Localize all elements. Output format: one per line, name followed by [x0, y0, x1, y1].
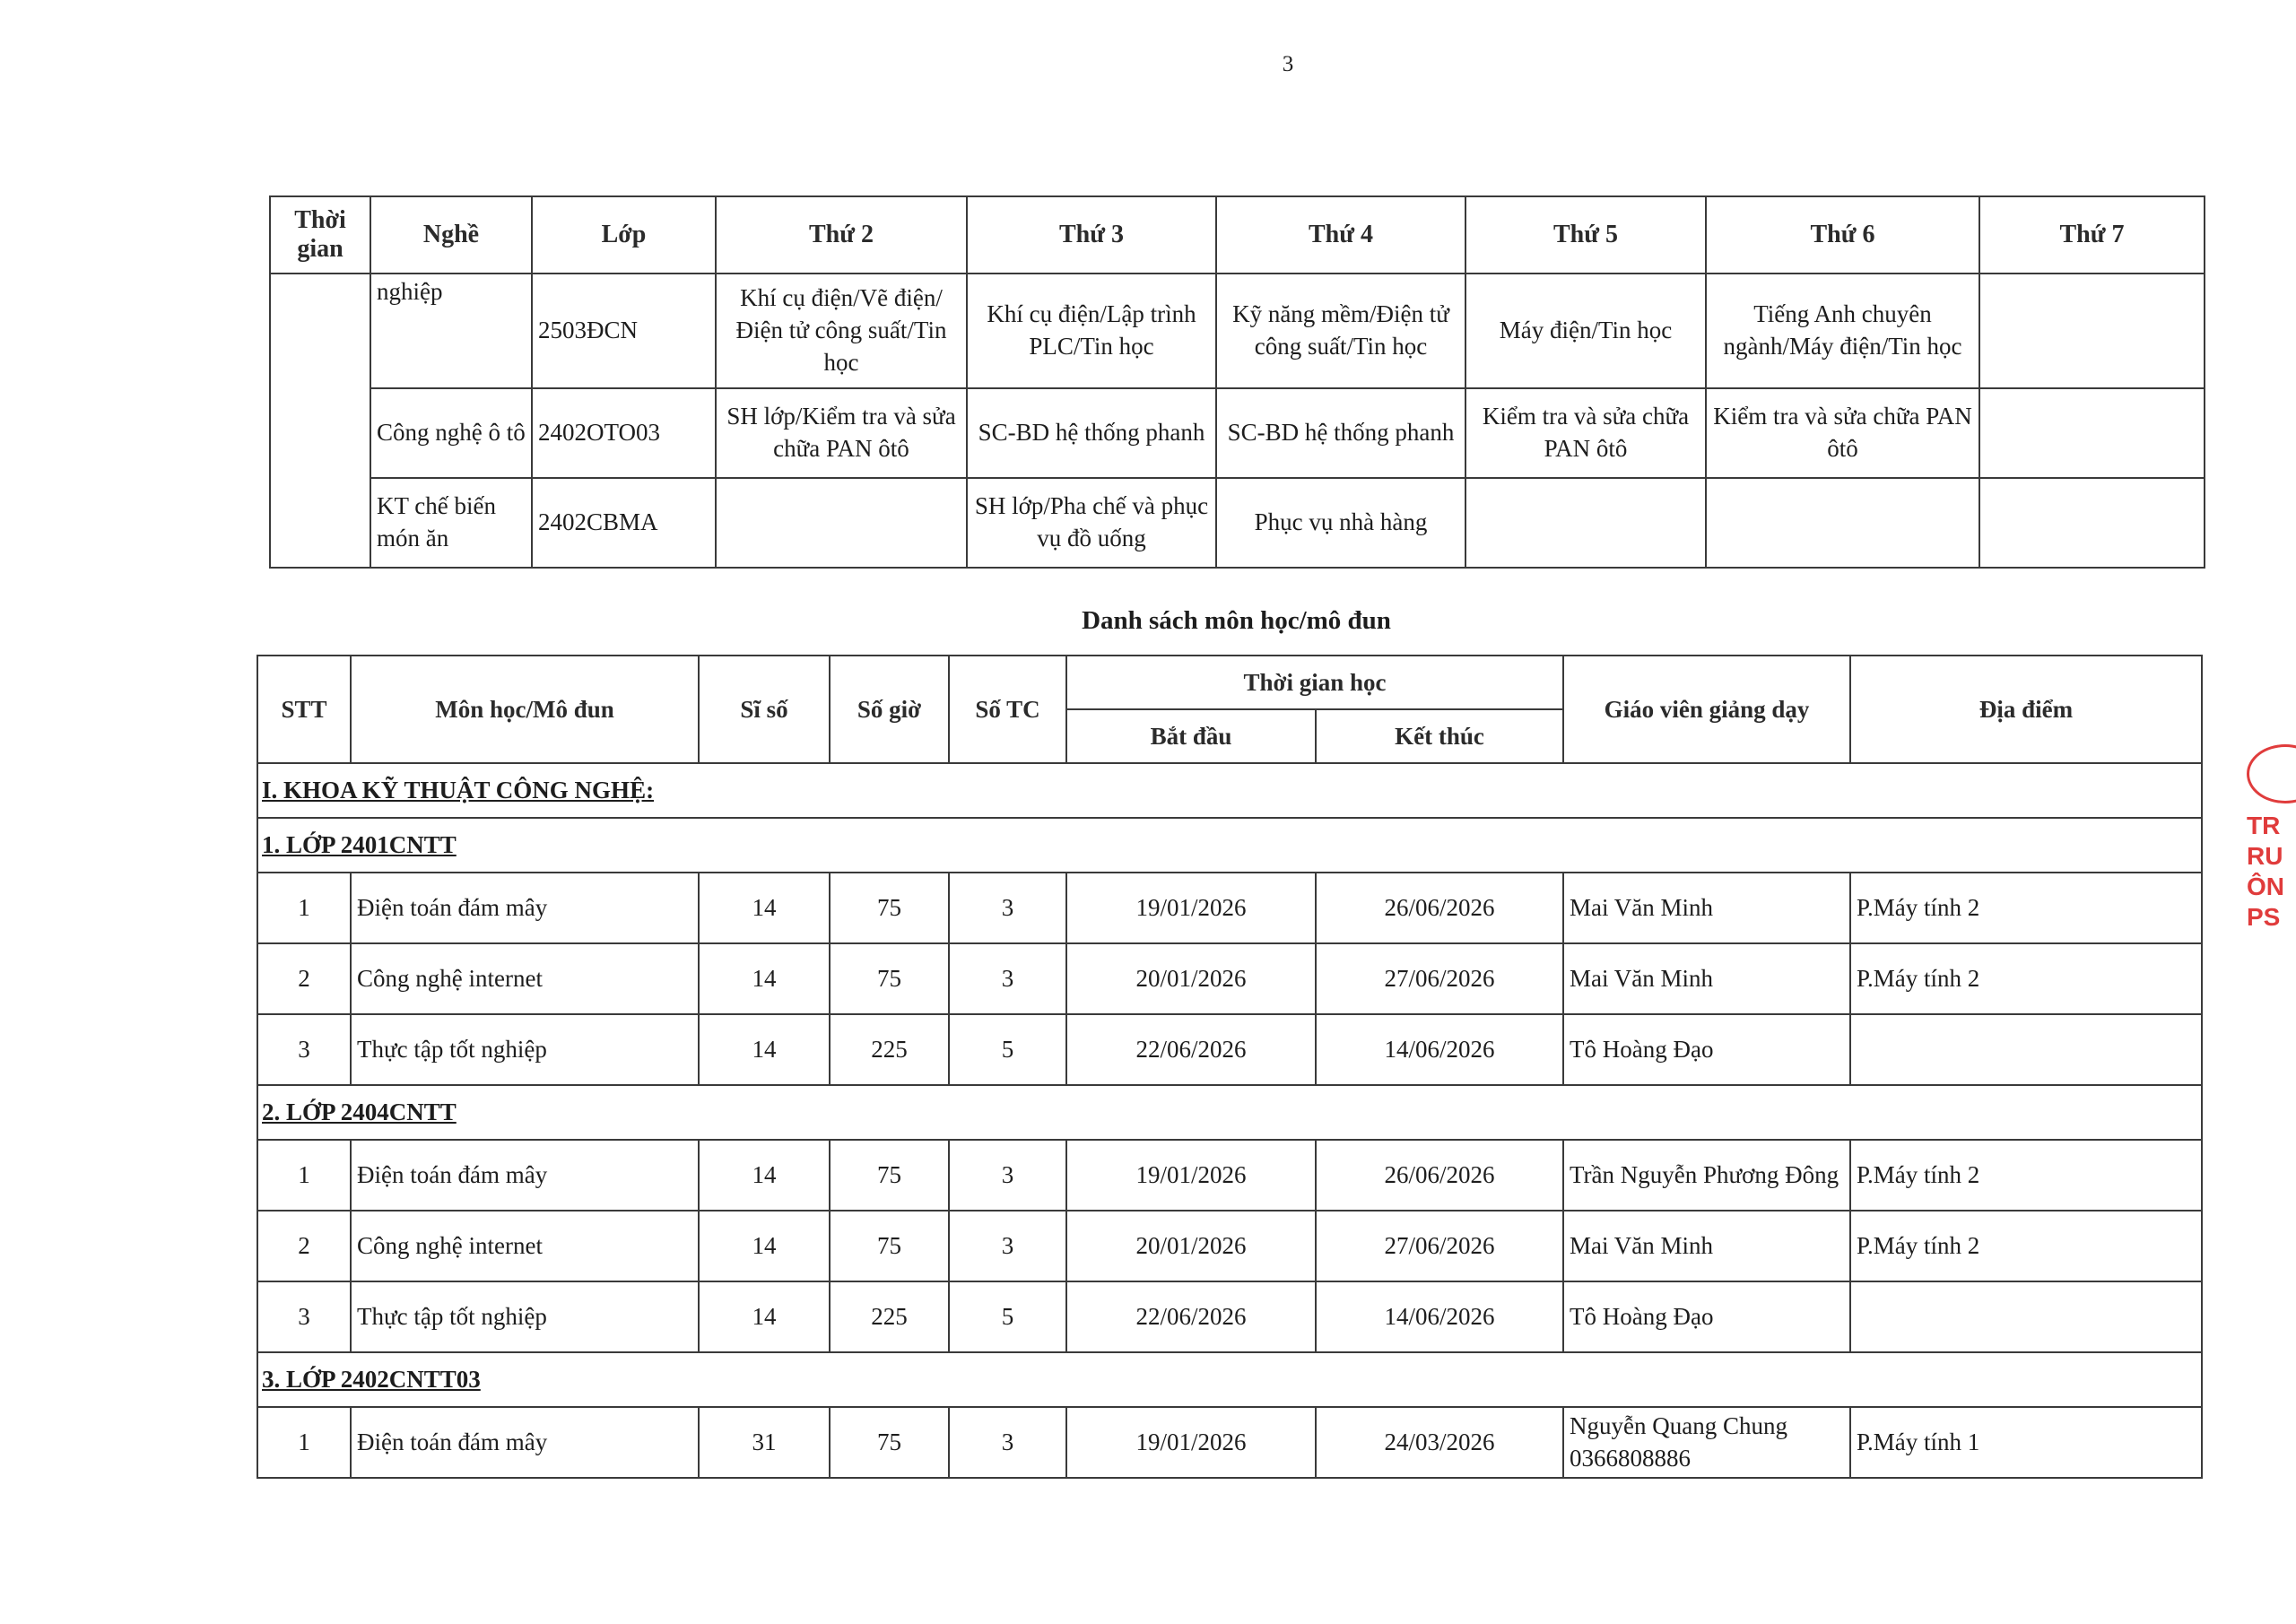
subject-cell: Công nghệ internet [351, 943, 699, 1014]
time-cell [270, 274, 370, 568]
teacher-cell [1563, 1281, 1850, 1352]
teacher-cell [1563, 943, 1850, 1014]
students-cell: 14 [699, 873, 830, 943]
end-date-cell: 27/06/2026 [1316, 943, 1563, 1014]
subject-cell: Điện toán đám mây [351, 1407, 699, 1478]
course-list-body [257, 763, 2202, 1478]
trade-cell: KT chế biến món ăn [370, 478, 532, 568]
stt-cell: 2 [257, 943, 351, 1014]
wednesday-cell: SC-BD hệ thống phanh [1216, 388, 1465, 478]
header-period: Thời gian học [1066, 656, 1563, 709]
table-row [257, 1407, 2202, 1478]
stamp-text-2: RU [2247, 842, 2283, 870]
saturday-cell [1979, 388, 2205, 478]
thursday-cell: Máy điện/Tin học [1465, 274, 1706, 388]
header-thursday: Thứ 5 [1465, 196, 1706, 274]
location-cell [1850, 1014, 2202, 1085]
location-cell: P.Máy tính 1 [1850, 1407, 2202, 1478]
stt-cell: 1 [257, 1140, 351, 1211]
header-tuesday: Thứ 3 [967, 196, 1216, 274]
credits-cell: 3 [949, 1140, 1066, 1211]
class-section-heading: 1. LỚP 2401CNTT [257, 818, 2202, 873]
header-credits: Số TC [949, 656, 1066, 763]
table-row [257, 1140, 2202, 1211]
credits-cell: 3 [949, 943, 1066, 1014]
subject-cell: Công nghệ internet [351, 1211, 699, 1281]
tuesday-cell: SH lớp/Pha chế và phục vụ đồ uống [967, 478, 1216, 568]
saturday-cell [1979, 274, 2205, 388]
location-cell: P.Máy tính 2 [1850, 1140, 2202, 1211]
hours-cell: 225 [830, 1014, 949, 1085]
teacher-name: Mai Văn Minh [1570, 964, 1713, 992]
teacher-cell [1563, 873, 1850, 943]
header-end: Kết thúc [1316, 709, 1563, 763]
thursday-cell: Kiểm tra và sửa chữa PAN ôtô [1465, 388, 1706, 478]
teacher-cell [1563, 1211, 1850, 1281]
start-date-cell: 19/01/2026 [1066, 873, 1316, 943]
start-date-cell: 20/01/2026 [1066, 1211, 1316, 1281]
hours-cell: 75 [830, 1140, 949, 1211]
header-students: Sĩ số [699, 656, 830, 763]
credits-cell: 3 [949, 1211, 1066, 1281]
header-teacher: Giáo viên giảng dạy [1563, 656, 1850, 763]
credits-cell: 3 [949, 873, 1066, 943]
students-cell: 14 [699, 1281, 830, 1352]
trade-cell: Công nghệ ô tô [370, 388, 532, 478]
credits-cell: 3 [949, 1407, 1066, 1478]
stamp-text-3: ÔN [2247, 873, 2284, 900]
hours-cell: 75 [830, 1407, 949, 1478]
hours-cell: 75 [830, 873, 949, 943]
start-date-cell: 19/01/2026 [1066, 1407, 1316, 1478]
teacher-name: Tô Hoàng Đạo [1570, 1035, 1714, 1063]
subject-cell: Thực tập tốt nghiệp [351, 1281, 699, 1352]
teacher-name: Mai Văn Minh [1570, 1231, 1713, 1259]
stt-cell: 1 [257, 873, 351, 943]
teacher-name: Nguyễn Quang Chung [1570, 1412, 1787, 1440]
start-date-cell: 22/06/2026 [1066, 1281, 1316, 1352]
subject-cell: Thực tập tốt nghiệp [351, 1014, 699, 1085]
header-hours: Số giờ [830, 656, 949, 763]
location-cell: P.Máy tính 2 [1850, 943, 2202, 1014]
teacher-name: Tô Hoàng Đạo [1570, 1302, 1714, 1330]
friday-cell [1706, 478, 1979, 568]
friday-cell: Kiểm tra và sửa chữa PAN ôtô [1706, 388, 1979, 478]
header-time: Thời gian [270, 196, 370, 274]
header-class: Lớp [532, 196, 716, 274]
students-cell: 14 [699, 1211, 830, 1281]
tuesday-cell: SC-BD hệ thống phanh [967, 388, 1216, 478]
teacher-cell [1563, 1407, 1850, 1478]
students-cell: 14 [699, 1140, 830, 1211]
class-section-heading: 3. LỚP 2402CNTT03 [257, 1352, 2202, 1407]
table-row [257, 873, 2202, 943]
thursday-cell [1465, 478, 1706, 568]
start-date-cell: 22/06/2026 [1066, 1014, 1316, 1085]
stamp-text-1: TR [2247, 812, 2281, 839]
weekly-timetable [269, 195, 2205, 569]
students-cell: 14 [699, 1014, 830, 1085]
timetable-row [270, 478, 2205, 568]
end-date-cell: 27/06/2026 [1316, 1211, 1563, 1281]
teacher-name: Trần Nguyễn Phương Đông [1570, 1160, 1839, 1188]
course-list-table [257, 655, 2203, 1479]
course-list-title: Danh sách môn học/mô đun [1082, 606, 1391, 635]
hours-cell: 225 [830, 1281, 949, 1352]
table-row [257, 1014, 2202, 1085]
class-cell: 2402CBMA [532, 478, 716, 568]
credits-cell: 5 [949, 1014, 1066, 1085]
subject-cell: Điện toán đám mây [351, 1140, 699, 1211]
header-stt: STT [257, 656, 351, 763]
timetable-header-row [270, 196, 2205, 274]
table-row [257, 1211, 2202, 1281]
table-row [257, 943, 2202, 1014]
stt-cell: 3 [257, 1281, 351, 1352]
course-header-row [257, 656, 2202, 709]
table-row [257, 1281, 2202, 1352]
stamp-ring [2247, 744, 2296, 803]
saturday-cell [1979, 478, 2205, 568]
friday-cell: Tiếng Anh chuyên ngành/Máy điện/Tin học [1706, 274, 1979, 388]
faculty-heading: I. KHOA KỸ THUẬT CÔNG NGHỆ: [257, 763, 2202, 818]
section-row [257, 818, 2202, 873]
stt-cell: 2 [257, 1211, 351, 1281]
location-cell [1850, 1281, 2202, 1352]
header-monday: Thứ 2 [716, 196, 967, 274]
start-date-cell: 19/01/2026 [1066, 1140, 1316, 1211]
end-date-cell: 26/06/2026 [1316, 873, 1563, 943]
students-cell: 31 [699, 1407, 830, 1478]
section-row [257, 1352, 2202, 1407]
location-cell: P.Máy tính 2 [1850, 1211, 2202, 1281]
end-date-cell: 14/06/2026 [1316, 1014, 1563, 1085]
class-section-heading: 2. LỚP 2404CNTT [257, 1085, 2202, 1140]
teacher-phone: 0366808886 [1570, 1444, 1691, 1472]
location-cell: P.Máy tính 2 [1850, 873, 2202, 943]
end-date-cell: 14/06/2026 [1316, 1281, 1563, 1352]
hours-cell: 75 [830, 943, 949, 1014]
official-stamp [2247, 744, 2296, 1004]
header-wednesday: Thứ 4 [1216, 196, 1465, 274]
wednesday-cell: Phục vụ nhà hàng [1216, 478, 1465, 568]
start-date-cell: 20/01/2026 [1066, 943, 1316, 1014]
header-trade: Nghề [370, 196, 532, 274]
header-friday: Thứ 6 [1706, 196, 1979, 274]
faculty-row [257, 763, 2202, 818]
end-date-cell: 24/03/2026 [1316, 1407, 1563, 1478]
header-location: Địa điểm [1850, 656, 2202, 763]
class-cell: 2402OTO03 [532, 388, 716, 478]
stt-cell: 3 [257, 1014, 351, 1085]
teacher-name: Mai Văn Minh [1570, 893, 1713, 921]
monday-cell: SH lớp/Kiểm tra và sửa chữa PAN ôtô [716, 388, 967, 478]
credits-cell: 5 [949, 1281, 1066, 1352]
teacher-cell [1563, 1014, 1850, 1085]
students-cell: 14 [699, 943, 830, 1014]
monday-cell: Khí cụ điện/Vẽ điện/Điện tử công suất/Tin học [716, 274, 967, 388]
section-row [257, 1085, 2202, 1140]
timetable-row [270, 274, 2205, 388]
timetable-row [270, 388, 2205, 478]
monday-cell [716, 478, 967, 568]
subject-cell: Điện toán đám mây [351, 873, 699, 943]
header-subject: Môn học/Mô đun [351, 656, 699, 763]
hours-cell: 75 [830, 1211, 949, 1281]
teacher-cell [1563, 1140, 1850, 1211]
trade-cell: nghiệp [370, 274, 532, 388]
class-cell: 2503ĐCN [532, 274, 716, 388]
wednesday-cell: Kỹ năng mềm/Điện tử công suất/Tin học [1216, 274, 1465, 388]
header-saturday: Thứ 7 [1979, 196, 2205, 274]
header-start: Bắt đầu [1066, 709, 1316, 763]
tuesday-cell: Khí cụ điện/Lập trình PLC/Tin học [967, 274, 1216, 388]
stt-cell: 1 [257, 1407, 351, 1478]
page-number: 3 [1282, 52, 1294, 76]
end-date-cell: 26/06/2026 [1316, 1140, 1563, 1211]
stamp-text-4: PS [2247, 903, 2281, 931]
